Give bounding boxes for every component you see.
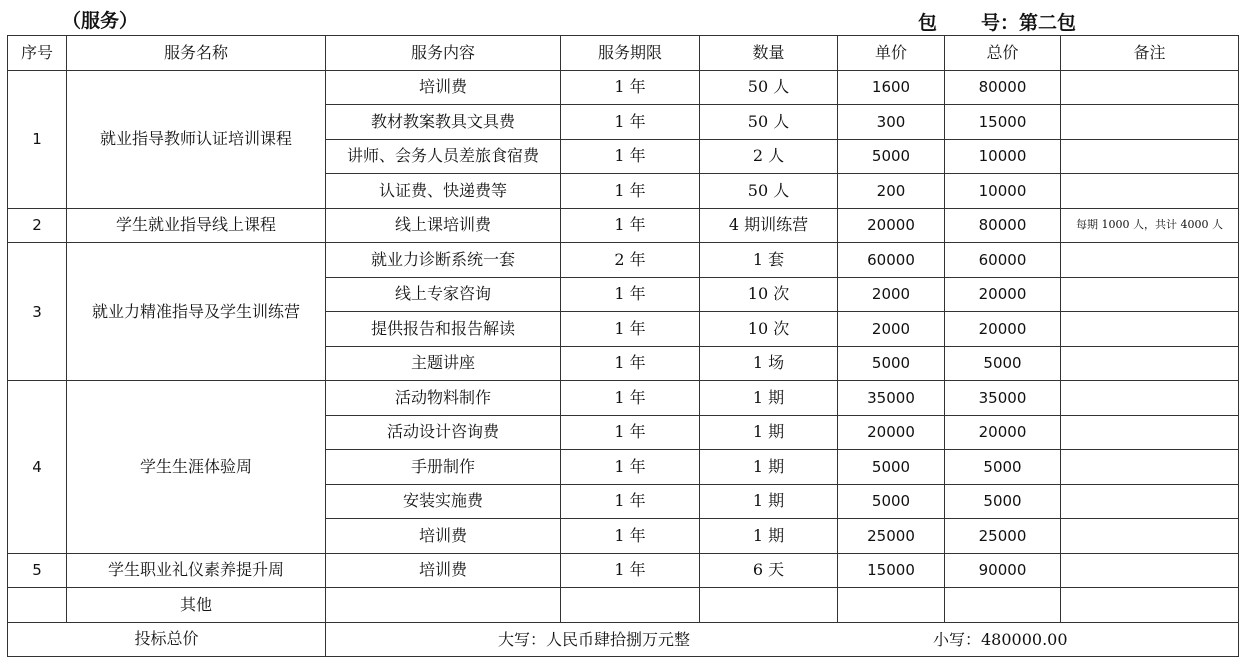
unit-price: 20000 (838, 208, 945, 243)
total-price: 20000 (945, 415, 1061, 450)
total-label: 投标总价 (8, 622, 326, 657)
service-content: 就业力诊断系统一套 (326, 243, 561, 278)
total-price: 80000 (945, 208, 1061, 243)
total-price: 90000 (945, 553, 1061, 588)
quantity: 1 期 (700, 450, 838, 485)
remark (1061, 381, 1239, 416)
unit-price: 5000 (838, 139, 945, 174)
total-price: 20000 (945, 277, 1061, 312)
column-header: 单价 (838, 36, 945, 71)
unit-price: 2000 (838, 277, 945, 312)
service-term: 1 年 (561, 484, 700, 519)
unit-price: 1600 (838, 70, 945, 105)
remark (1061, 553, 1239, 588)
service-term: 1 年 (561, 450, 700, 485)
unit-price (838, 588, 945, 623)
unit-price: 15000 (838, 553, 945, 588)
package-label-b: 号：第二包 (981, 12, 1077, 34)
remark (1061, 105, 1239, 140)
unit-price: 60000 (838, 243, 945, 278)
quantity: 10 次 (700, 312, 838, 347)
row-number: 1 (8, 70, 67, 208)
service-term: 1 年 (561, 381, 700, 416)
remark (1061, 243, 1239, 278)
service-term: 1 年 (561, 105, 700, 140)
service-term: 1 年 (561, 519, 700, 554)
unit-price: 2000 (838, 312, 945, 347)
quantity: 2 人 (700, 139, 838, 174)
remark (1061, 519, 1239, 554)
service-term: 1 年 (561, 346, 700, 381)
quote-table (7, 35, 1239, 657)
service-term: 1 年 (561, 174, 700, 209)
remark (1061, 415, 1239, 450)
service-term: 1 年 (561, 277, 700, 312)
remark (1061, 450, 1239, 485)
remark (1061, 346, 1239, 381)
column-header: 服务名称 (67, 36, 326, 71)
service-content: 教材教案教具文具费 (326, 105, 561, 140)
service-term: 1 年 (561, 415, 700, 450)
service-content: 培训费 (326, 519, 561, 554)
row-number (8, 588, 67, 623)
table-row (8, 70, 1239, 105)
total-price: 5000 (945, 484, 1061, 519)
remark: 每期 1000 人，共计 4000 人 (1061, 208, 1239, 243)
service-term: 1 年 (561, 70, 700, 105)
column-header: 数量 (700, 36, 838, 71)
total-price (945, 588, 1061, 623)
total-price: 20000 (945, 312, 1061, 347)
remark (1061, 588, 1239, 623)
unit-price: 5000 (838, 450, 945, 485)
row-number: 3 (8, 243, 67, 381)
service-content: 培训费 (326, 553, 561, 588)
service-content: 手册制作 (326, 450, 561, 485)
package-label-a: 包 (918, 12, 938, 34)
row-number: 4 (8, 381, 67, 554)
column-header: 序号 (8, 36, 67, 71)
row-number: 5 (8, 553, 67, 588)
service-content: 活动物料制作 (326, 381, 561, 416)
total-price: 5000 (945, 450, 1061, 485)
service-name: 学生就业指导线上课程 (67, 208, 326, 243)
total-amount-cell (326, 622, 1239, 657)
service-content: 线上专家咨询 (326, 277, 561, 312)
total-price: 10000 (945, 174, 1061, 209)
quantity: 4 期训练营 (700, 208, 838, 243)
service-content (326, 588, 561, 623)
column-header: 总价 (945, 36, 1061, 71)
quantity: 50 人 (700, 105, 838, 140)
total-price: 15000 (945, 105, 1061, 140)
amount-in-words: 大写：人民币肆拾捌万元整 (498, 629, 691, 649)
total-price: 5000 (945, 346, 1061, 381)
remark (1061, 312, 1239, 347)
remark (1061, 139, 1239, 174)
quantity (700, 588, 838, 623)
service-name: 就业力精准指导及学生训练营 (67, 243, 326, 381)
package-number (918, 8, 1076, 35)
column-header: 服务期限 (561, 36, 700, 71)
table-row (8, 381, 1239, 416)
remark (1061, 174, 1239, 209)
quantity: 1 期 (700, 484, 838, 519)
service-content: 线上课培训费 (326, 208, 561, 243)
total-price: 80000 (945, 70, 1061, 105)
total-row (8, 622, 1239, 657)
quantity: 50 人 (700, 174, 838, 209)
service-term: 1 年 (561, 139, 700, 174)
quantity: 10 次 (700, 277, 838, 312)
service-term: 1 年 (561, 208, 700, 243)
column-header: 备注 (1061, 36, 1239, 71)
service-name: 其他 (67, 588, 326, 623)
service-content: 安装实施费 (326, 484, 561, 519)
table-row (8, 588, 1239, 623)
quantity: 1 套 (700, 243, 838, 278)
total-price: 60000 (945, 243, 1061, 278)
service-term (561, 588, 700, 623)
total-price: 10000 (945, 139, 1061, 174)
unit-price: 20000 (838, 415, 945, 450)
service-content: 认证费、快递费等 (326, 174, 561, 209)
total-price: 35000 (945, 381, 1061, 416)
service-term: 2 年 (561, 243, 700, 278)
unit-price: 5000 (838, 484, 945, 519)
service-content: 讲师、会务人员差旅食宿费 (326, 139, 561, 174)
service-term: 1 年 (561, 553, 700, 588)
service-content: 主题讲座 (326, 346, 561, 381)
service-content: 活动设计咨询费 (326, 415, 561, 450)
unit-price: 200 (838, 174, 945, 209)
service-name: 就业指导教师认证培训课程 (67, 70, 326, 208)
service-content: 提供报告和报告解读 (326, 312, 561, 347)
unit-price: 25000 (838, 519, 945, 554)
quantity: 1 期 (700, 381, 838, 416)
service-name: 学生职业礼仪素养提升周 (67, 553, 326, 588)
unit-price: 35000 (838, 381, 945, 416)
table-row (8, 243, 1239, 278)
amount-in-figures: 小写：480000.00 (933, 629, 1068, 649)
quantity: 6 天 (700, 553, 838, 588)
service-name: 学生生涯体验周 (67, 381, 326, 554)
remark (1061, 277, 1239, 312)
quantity: 1 期 (700, 415, 838, 450)
table-row (8, 553, 1239, 588)
quantity: 50 人 (700, 70, 838, 105)
header-row (8, 36, 1239, 71)
row-number: 2 (8, 208, 67, 243)
service-content: 培训费 (326, 70, 561, 105)
section-title: （服务） (62, 10, 139, 32)
table-row (8, 208, 1239, 243)
unit-price: 5000 (838, 346, 945, 381)
column-header: 服务内容 (326, 36, 561, 71)
quantity: 1 场 (700, 346, 838, 381)
total-price: 25000 (945, 519, 1061, 554)
remark (1061, 70, 1239, 105)
quantity: 1 期 (700, 519, 838, 554)
remark (1061, 484, 1239, 519)
service-term: 1 年 (561, 312, 700, 347)
unit-price: 300 (838, 105, 945, 140)
